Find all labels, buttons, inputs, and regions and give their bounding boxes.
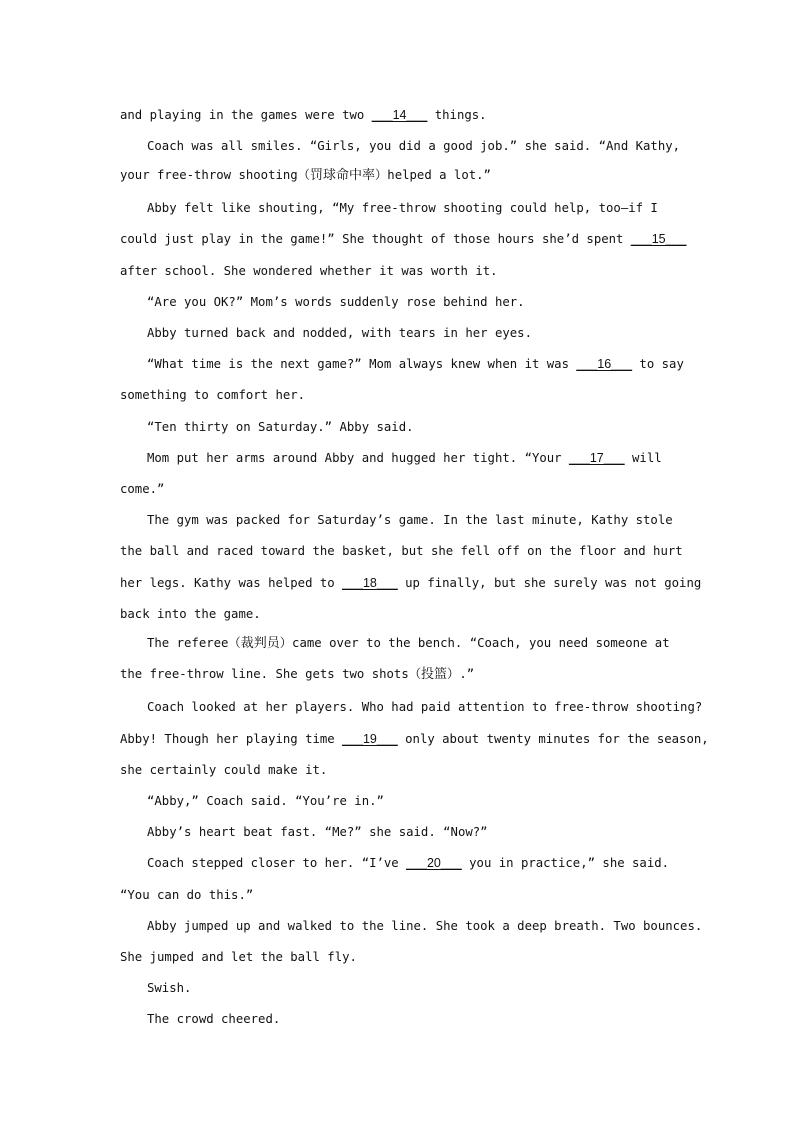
passage-line: “What time is the next game?” Mom always knew when it was ___16___ to say [147, 357, 684, 371]
passage-line: Swish. [147, 981, 192, 995]
passage-line: The referee（裁判员）came over to the bench. “Coach, you need someone at [147, 636, 670, 651]
passage-line: after school. She wondered whether it was worth it. [120, 264, 498, 278]
passage-line: “Are you OK?” Mom’s words suddenly rose behind her. [147, 295, 525, 309]
passage-line: her legs. Kathy was helped to ___18___ up finally, but she surely was not going [120, 576, 702, 590]
passage-line: she certainly could make it. [120, 763, 328, 777]
chinese-gloss: 投篮 [421, 667, 448, 682]
passage-line: Coach looked at her players. Who had paid attention to free-throw shooting? [147, 700, 703, 714]
passage-line: “Ten thirty on Saturday.” Abby said. [147, 420, 414, 434]
blank-17[interactable]: ___17___ [569, 451, 625, 465]
passage-line: Coach was all smiles. “Girls, you did a good job.” she said. “And Kathy, [147, 139, 681, 153]
passage-line: Abby turned back and nodded, with tears in her eyes. [147, 326, 532, 340]
chinese-gloss: 罚球命中率 [309, 168, 375, 183]
passage-line: She jumped and let the ball fly. [120, 950, 357, 964]
passage-line: the ball and raced toward the basket, but she fell off on the floor and hurt [120, 544, 683, 558]
passage-line: Abby felt like shouting, “My free-throw shooting could help, too—if I [147, 201, 658, 215]
passage-line: Abby jumped up and walked to the line. She took a deep breath. Two bounces. [147, 919, 703, 933]
blank-15[interactable]: ___15___ [630, 232, 687, 246]
passage-line: “Abby,” Coach said. “You’re in.” [147, 794, 384, 808]
passage-line: Abby’s heart beat fast. “Me?” she said. “Now?” [147, 825, 488, 839]
passage-line: and playing in the games were two ___14___ things. [120, 108, 487, 122]
passage-line: Mom put her arms around Abby and hugged her tight. “Your ___17___ will [147, 451, 662, 465]
passage-line: come.” [120, 482, 165, 496]
chinese-gloss: 裁判员 [240, 636, 280, 651]
passage-line: back into the game. [120, 607, 261, 621]
passage-line: the free-throw line. She gets two shots（投篮）.” [120, 667, 475, 682]
passage-line: “You can do this.” [120, 888, 254, 902]
blank-18[interactable]: ___18___ [342, 576, 398, 590]
blank-14[interactable]: ___14___ [371, 108, 428, 122]
passage-line: something to comfort her. [120, 388, 306, 402]
blank-20[interactable]: ___20___ [406, 856, 462, 870]
passage-line: Abby! Though her playing time ___19___ only about twenty minutes for the season, [120, 732, 709, 746]
passage-line: The crowd cheered. [147, 1012, 281, 1026]
blank-16[interactable]: ___16___ [576, 357, 633, 371]
passage-line: could just play in the game!” She thought of those hours she’d spent ___15___ [120, 232, 687, 246]
passage-line: your free-throw shooting（罚球命中率）helped a lot.” [120, 168, 491, 183]
passage-line: Coach stepped closer to her. “I’ve ___20___ you in practice,” she said. [147, 856, 670, 870]
blank-19[interactable]: ___19___ [342, 732, 398, 746]
passage-line: The gym was packed for Saturday’s game. In the last minute, Kathy stole [147, 513, 673, 527]
